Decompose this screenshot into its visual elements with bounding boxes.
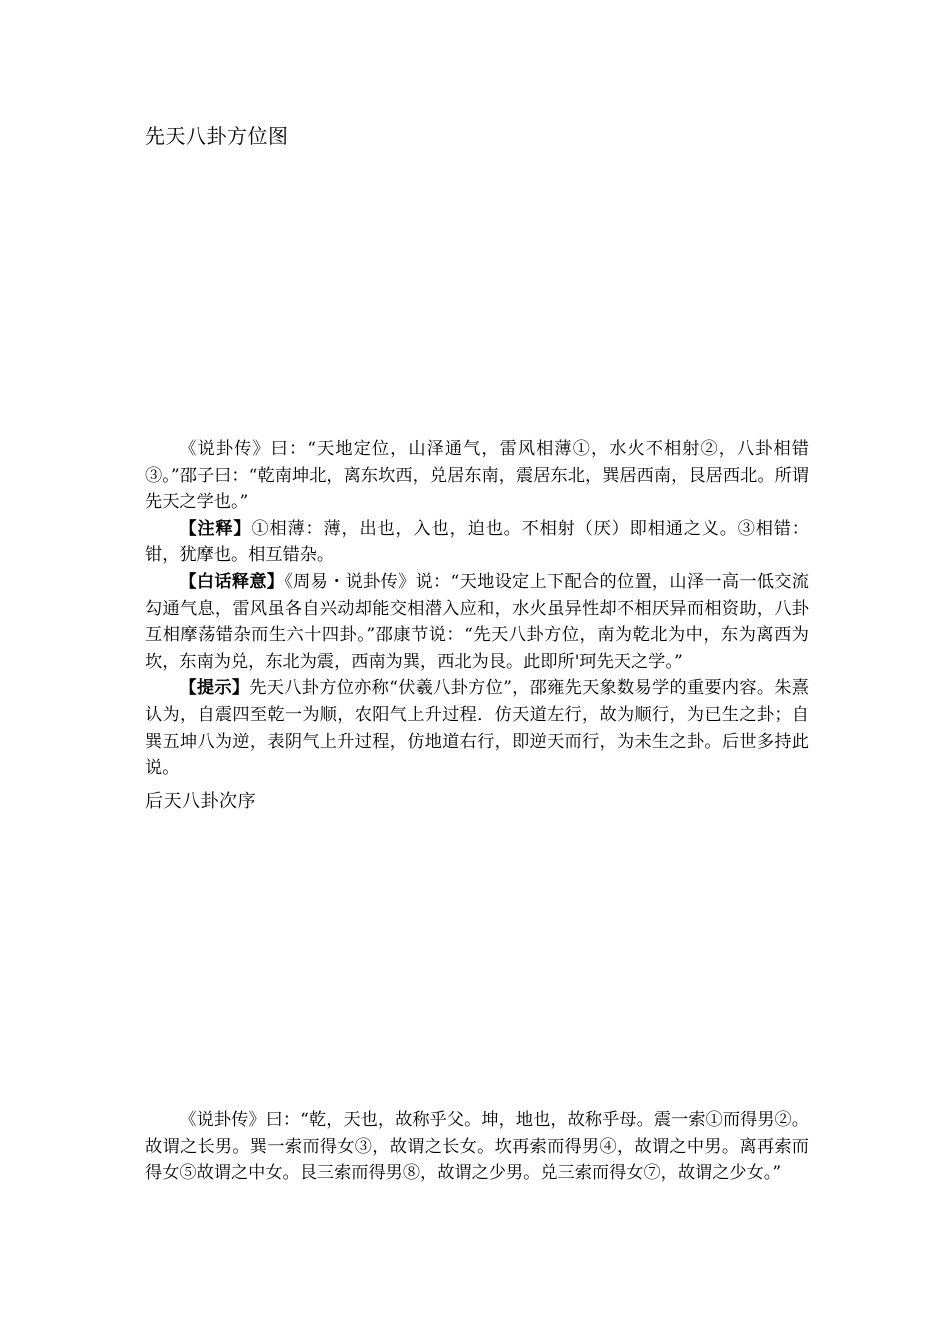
figure-placeholder-houtian — [145, 825, 809, 1100]
hint-paragraph — [145, 675, 809, 781]
figure-placeholder-xiantian — [145, 160, 809, 430]
hint-text: 先天八卦方位亦称“伏羲八卦方位”，邵雍先天象数易学的重要内容。朱熹认为，自震四至乾一为顺，农阳气上升过程．仿天道左行，故为顺行，为已生之卦；自巽五坤八为逆，表阴气上升过程，仿地道右行，即逆天而行，为未生之卦。后世多持此说。 — [145, 678, 809, 779]
quote-paragraph — [145, 436, 809, 516]
quote-text: 《说卦传》曰：“乾，天也，故称乎父。坤，地也，故称乎母。震一索①而得男②。故谓之长男。巽一索而得女③，故谓之长女。坎再索而得男④，故谓之中男。离再索而得女⑤故谓之中女。艮三索而得男⑧，故谓之少男。兑三索而得女⑦，故谓之少女。” — [145, 1110, 809, 1184]
quote-paragraph — [145, 1107, 809, 1187]
plain-explanation-paragraph — [145, 569, 809, 675]
section-title-houtian-bagua-cixu: 后天八卦次序 — [145, 791, 256, 812]
section-title-xiantian-bagua-fangwei: 先天八卦方位图 — [145, 124, 289, 148]
hint-label: 【提示】 — [179, 678, 250, 699]
quote-text: 《说卦传》曰：“天地定位，山泽通气，雷风相薄①，水火不相射②，八卦相错③。”邵子曰：“乾南坤北，离东坎西，兑居东南，震居东北，巽居西南，艮居西北。所谓先天之学也。” — [145, 439, 809, 513]
annotation-text: ①相薄：薄，出也，入也，迫也。不相射（厌）即相通之义。③相错：钳，犹摩也。相互错杂。 — [145, 518, 809, 566]
plain-explanation-text: 《周易・说卦传》说：“天地设定上下配合的位置，山泽一高一低交流勾通气息，雷风虽各自兴动却能交相潜入应和，水火虽异性却不相厌异而相资助，八卦互相摩荡错杂而生六十四卦。”邵康节说：“先天八卦方位，南为乾北为中，东为离西为坎，东南为兑，东北为震，西南为巽，西北为艮。此即所'珂先天之学。” — [145, 571, 809, 672]
annotation-label: 【注释】 — [179, 518, 252, 539]
plain-explanation-label: 【白话释意】 — [179, 571, 285, 592]
section1-body — [145, 436, 809, 782]
section2-body — [145, 1107, 809, 1187]
annotation-paragraph — [145, 516, 809, 569]
